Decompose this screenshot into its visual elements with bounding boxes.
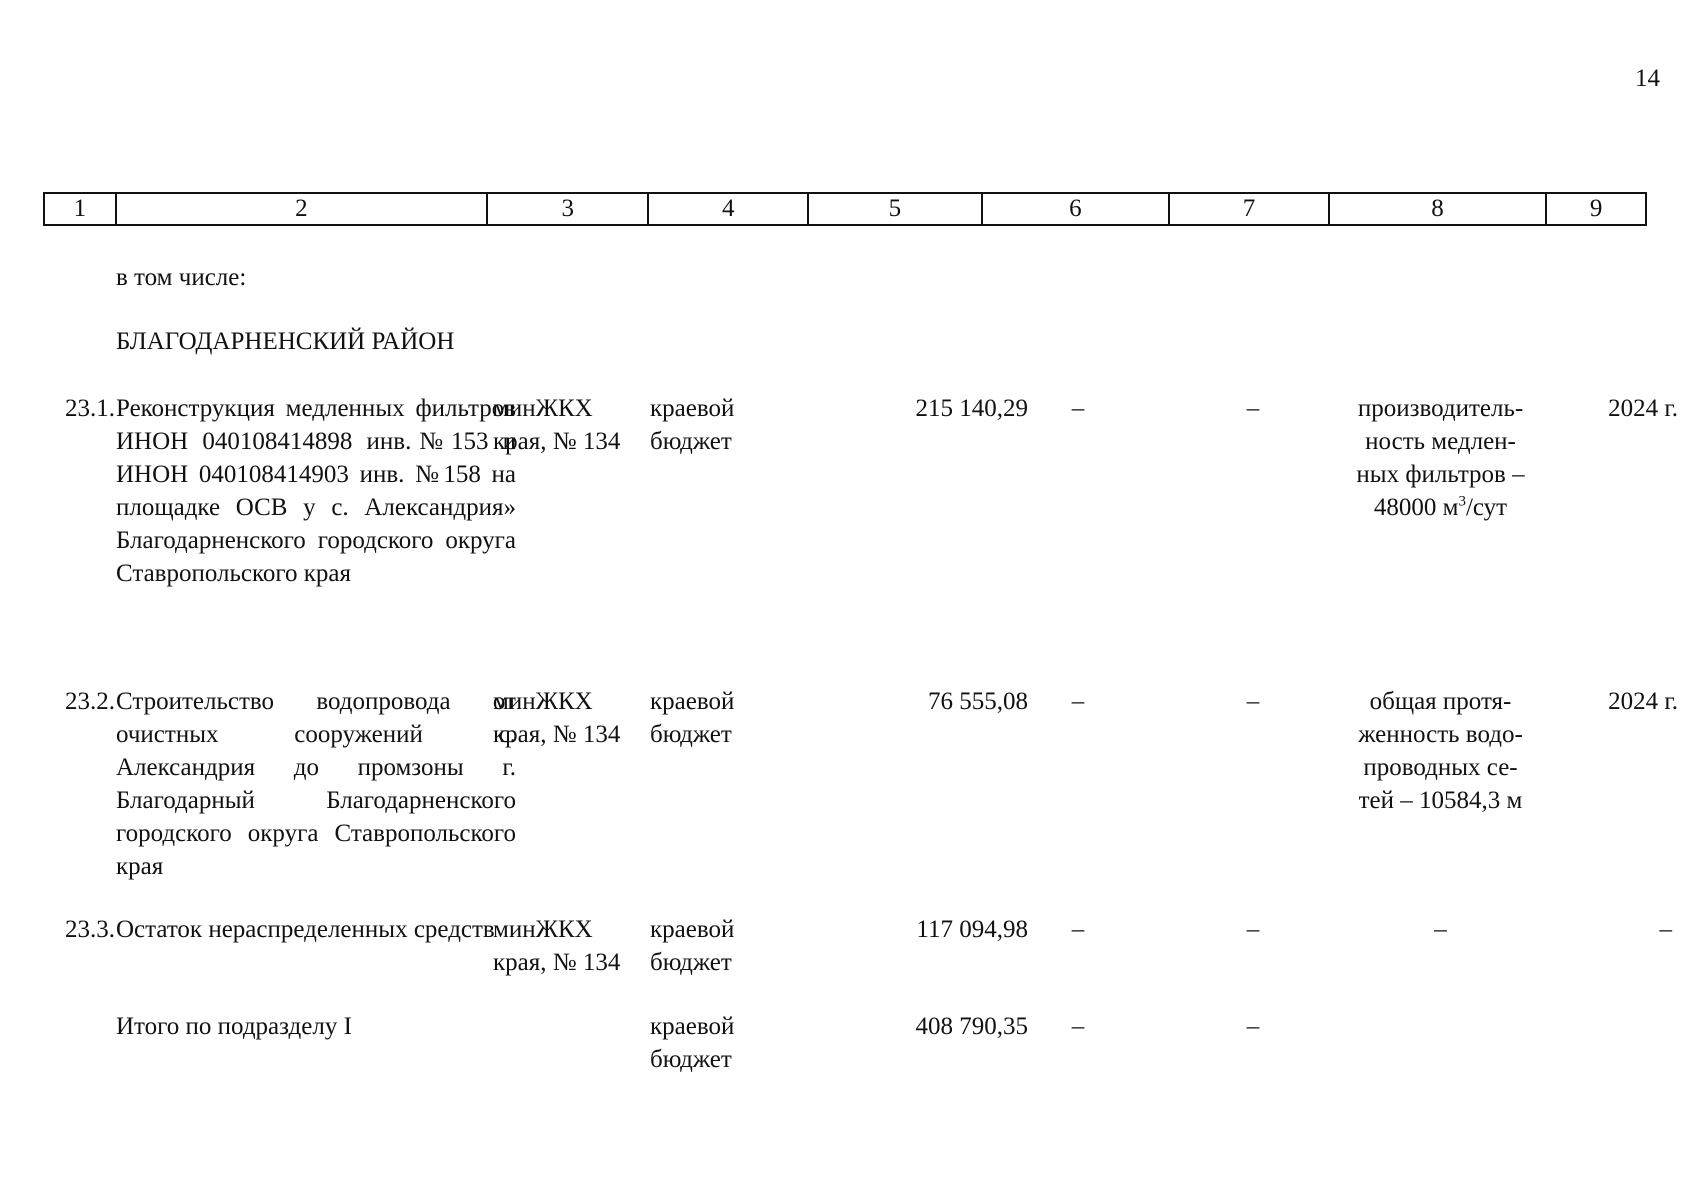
row-col7: – (1246, 395, 1260, 422)
row-year: 2024 г. (1608, 395, 1678, 422)
row-responsible (493, 392, 643, 458)
row-result (1333, 685, 1548, 817)
responsible-line: края, № 134 (493, 949, 621, 976)
responsible-line: минЖКХ (493, 688, 593, 715)
result-line: тей – 10584,3 м (1358, 787, 1523, 814)
header-col-2: 2 (117, 194, 488, 224)
total-amount: 408 790,35 (915, 1013, 1028, 1040)
row-result (1333, 392, 1548, 524)
intro-text: в том числе: (116, 264, 247, 291)
total-funding-source (650, 1010, 802, 1076)
responsible-line: минЖКХ (493, 916, 593, 943)
row-col6: – (1071, 395, 1085, 422)
table-row (43, 913, 1672, 976)
row-number: 23.3. (65, 916, 115, 943)
result-unit: /сут (1465, 494, 1508, 521)
responsible-line: края, № 134 (493, 428, 621, 455)
source-line: бюджет (650, 1046, 732, 1073)
row-number: 23.2. (65, 688, 115, 715)
row-responsible (493, 685, 643, 751)
total-label: Итого по подразделу I (116, 1013, 352, 1040)
column-number-header (43, 192, 1647, 226)
source-line: краевой (650, 1013, 735, 1040)
result-line: общая протя- (1369, 688, 1512, 715)
result-line: производитель- (1357, 395, 1524, 422)
row-col6: – (1071, 916, 1085, 943)
result-line: женность водо- (1358, 721, 1523, 748)
header-col-9: 9 (1589, 195, 1603, 222)
superscript: 3 (1458, 493, 1466, 510)
source-line: краевой (650, 395, 735, 422)
responsible-line: края, № 134 (493, 721, 621, 748)
row-col6: – (1071, 688, 1085, 715)
header-col-5: 5 (809, 194, 983, 224)
row-col7: – (1246, 916, 1260, 943)
total-row (43, 1010, 1647, 1073)
row-col7: – (1246, 688, 1260, 715)
row-name: Строительство водопровода от очистных сооружений с. Александрия до промзоны г. Благодарный Благодарненского городского округа Ставропольского края (116, 688, 516, 880)
source-line: краевой (650, 916, 735, 943)
row-funding-source (650, 392, 802, 458)
table-row (43, 685, 1678, 880)
result-line: проводных се- (1363, 754, 1518, 781)
header-col-1: 1 (45, 194, 117, 224)
row-amount: 117 094,98 (916, 916, 1028, 943)
header-col-4: 4 (649, 194, 809, 224)
page-number: 14 (1635, 65, 1660, 92)
result-line: ность медлен- (1365, 428, 1516, 455)
result-line (1333, 491, 1548, 524)
row-funding-source (650, 685, 802, 751)
row-funding-source (650, 913, 802, 979)
row-name: Остаток нераспределенных средств (116, 916, 495, 943)
header-col-8: 8 (1330, 194, 1547, 224)
header-col-7: 7 (1170, 194, 1330, 224)
row-amount: 76 555,08 (928, 688, 1028, 715)
district-heading: БЛАГОДАРНЕНСКИЙ РАЙОН (116, 328, 455, 355)
source-line: бюджет (650, 949, 732, 976)
result-line: ных фильтров – (1356, 461, 1525, 488)
header-col-6: 6 (983, 194, 1171, 224)
row-amount: 215 140,29 (915, 395, 1028, 422)
row-number: 23.1. (65, 395, 115, 422)
source-line: краевой (650, 688, 735, 715)
table-row (43, 392, 1678, 587)
header-col-3: 3 (488, 194, 650, 224)
responsible-line: минЖКХ (493, 395, 593, 422)
row-year: 2024 г. (1608, 688, 1678, 715)
row-col9: – (1659, 916, 1672, 943)
source-line: бюджет (650, 721, 732, 748)
total-col6: – (1071, 1013, 1085, 1040)
total-col7: – (1246, 1013, 1260, 1040)
row-name: Реконструкция медленных фильтров ИНОН 040108414898 инв.№153 и ИНОН 040108414903 инв. №158 на площадке ОСВ у с. Александрия» Благодарненского городского округа Ставропольского края (116, 395, 516, 587)
source-line: бюджет (650, 428, 732, 455)
row-responsible (493, 913, 643, 979)
row-col8: – (1434, 916, 1447, 943)
result-value: 48000 м (1373, 494, 1459, 521)
